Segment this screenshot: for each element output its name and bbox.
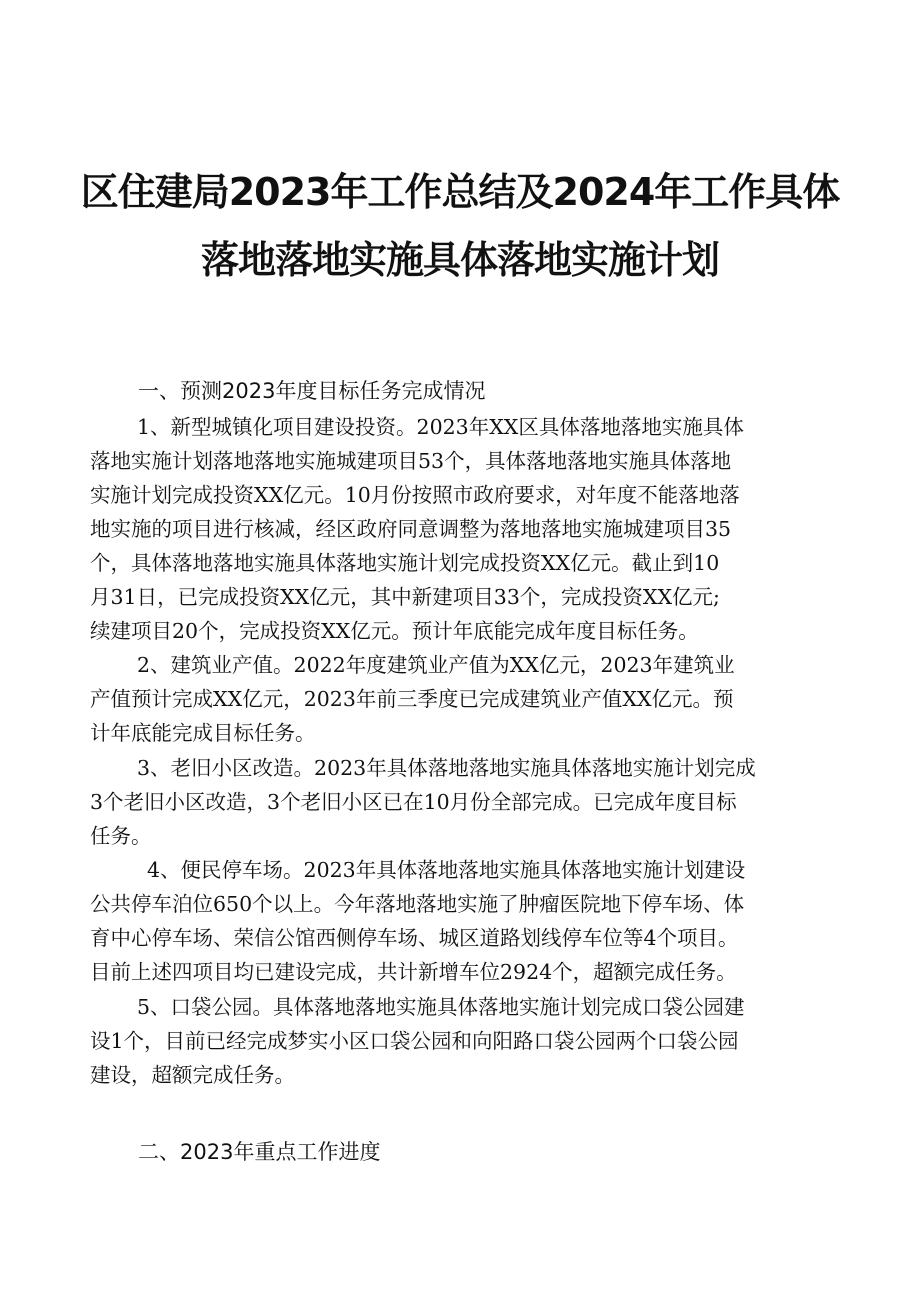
paragraph-line: 4、便民停车场。2023年具体落地落地实施具体落地实施计划建设 — [147, 858, 746, 882]
section-2-heading: 二、2023年重点工作进度 — [138, 1140, 381, 1164]
paragraph-line: 落地实施计划落地落地实施城建项目53个，具体落地落地实施具体落地 — [90, 449, 732, 473]
paragraph-line: 实施计划完成投资XX亿元。10月份按照市政府要求，对年度不能落地落 — [90, 483, 740, 507]
paragraph-new-urbanization — [90, 410, 830, 648]
paragraph-line: 3个老旧小区改造，3个老旧小区已在10月份全部完成。已完成年度目标 — [90, 790, 737, 814]
paragraph-line: 续建项目20个，完成投资XX亿元。预计年底能完成年度目标任务。 — [90, 619, 699, 643]
paragraph-construction-output — [90, 648, 830, 750]
document-title-line-1: 区住建局2023年工作总结及2024年工作具体 — [80, 170, 840, 214]
paragraph-line: 任务。 — [90, 824, 152, 848]
paragraph-parking-lots — [90, 853, 830, 989]
paragraph-line: 个，具体落地落地实施具体落地实施计划完成投资XX亿元。截止到10 — [90, 551, 720, 575]
section-1-heading: 一、预测2023年度目标任务完成情况 — [138, 379, 486, 403]
paragraph-line: 计年底能完成目标任务。 — [90, 721, 316, 745]
paragraph-pocket-parks — [90, 990, 830, 1092]
paragraph-line: 5、口袋公园。具体落地落地实施具体落地实施计划完成口袋公园建 — [137, 995, 745, 1019]
paragraph-line: 设1个，目前已经完成梦实小区口袋公园和向阳路口袋公园两个口袋公园 — [90, 1029, 739, 1053]
paragraph-line: 建设，超额完成任务。 — [90, 1063, 295, 1087]
paragraph-line: 月31日，已完成投资XX亿元，其中新建项目33个，完成投资XX亿元; — [90, 585, 720, 609]
paragraph-line: 1、新型城镇化项目建设投资。2023年XX区具体落地落地实施具体 — [137, 415, 744, 439]
paragraph-line: 产值预计完成XX亿元，2023年前三季度已完成建筑业产值XX亿元。预 — [90, 687, 734, 711]
paragraph-line: 育中心停车场、荣信公馆西侧停车场、城区道路划线停车位等4个项目。 — [90, 926, 739, 950]
paragraph-line: 2、建筑业产值。2022年度建筑业产值为XX亿元，2023年建筑业 — [137, 653, 735, 677]
paragraph-line: 3、老旧小区改造。2023年具体落地落地实施具体落地实施计划完成 — [137, 756, 756, 780]
paragraph-line: 目前上述四项目均已建设完成，共计新增车位2924个，超额完成任务。 — [90, 960, 737, 984]
paragraph-line: 公共停车泊位650个以上。今年落地落地实施了肿瘤医院地下停车场、体 — [90, 892, 745, 916]
paragraph-line: 地实施的项目进行核减，经区政府同意调整为落地落地实施城建项目35 — [90, 517, 732, 541]
document-title-line-2: 落地落地实施具体落地实施计划 — [200, 238, 719, 282]
paragraph-old-community-renovation — [90, 751, 830, 853]
